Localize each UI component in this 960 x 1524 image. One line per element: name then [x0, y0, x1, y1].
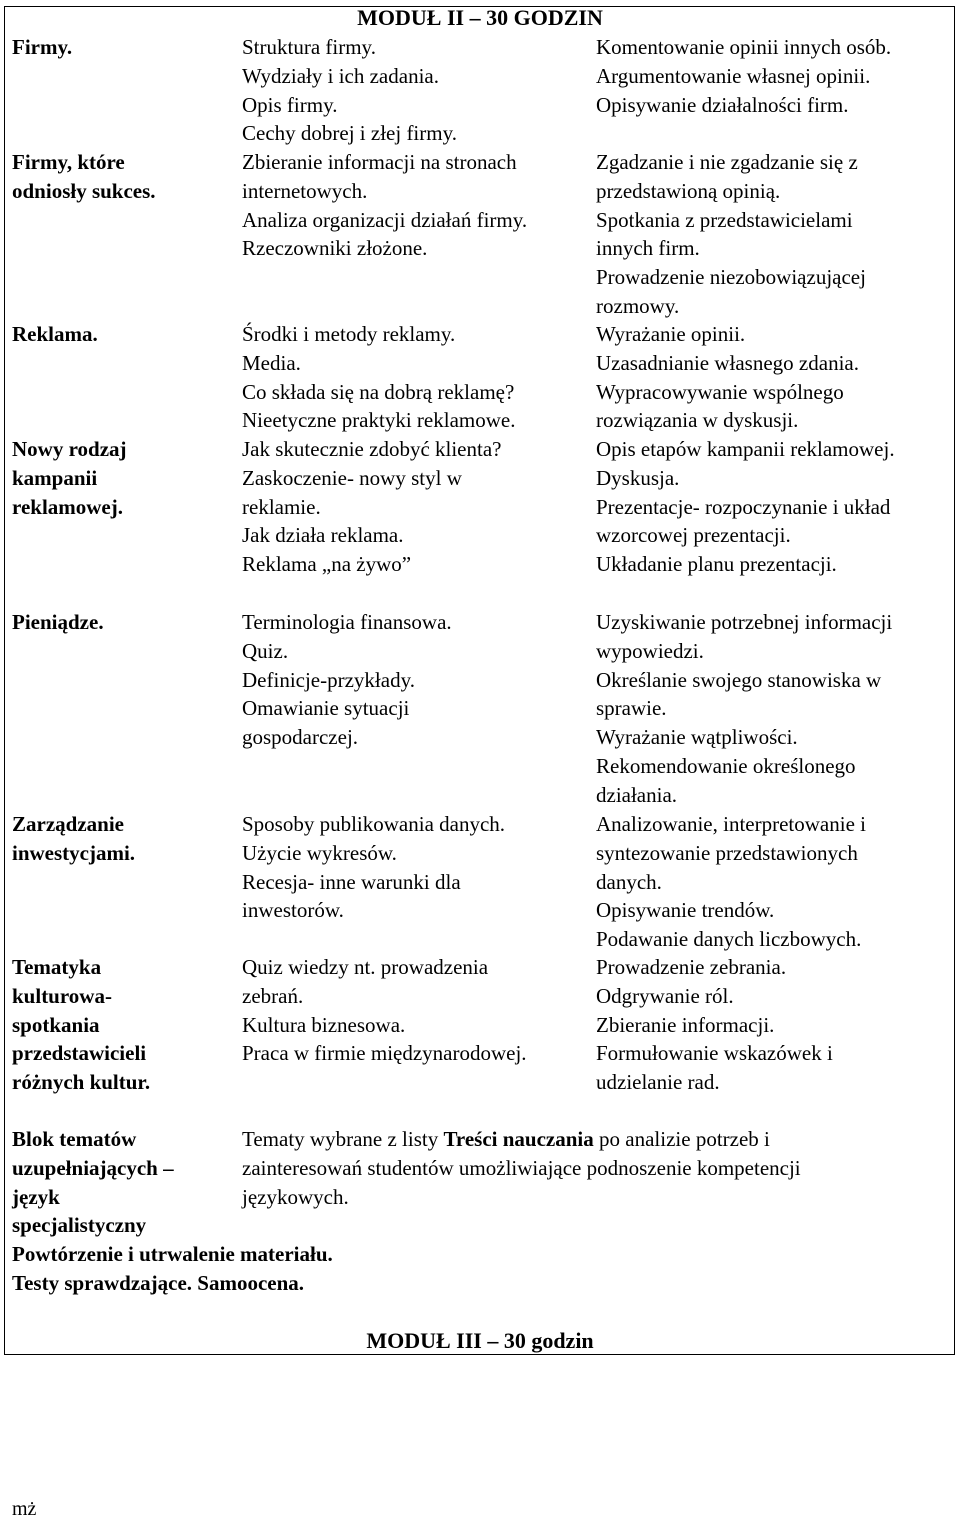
skills-cell-line: sprawie.: [596, 696, 667, 721]
topic-cell-line: kulturowa-: [12, 983, 112, 1008]
block-label: [12, 1125, 174, 1240]
skills-cell-line: działania.: [596, 782, 678, 807]
skills-cell-line: rozmowy.: [596, 293, 680, 318]
topic-cell-line: inwestycjami.: [12, 840, 136, 865]
content-cell-line: Zbieranie informacji na stronach: [242, 150, 517, 174]
skills-cell-line: Prezentacje- rozpoczynanie i układ: [596, 494, 891, 519]
skills-cell-line: rozwiązania w dyskusji.: [596, 408, 799, 433]
skills-cell-line: Układanie planu prezentacji.: [596, 552, 837, 577]
topic-cell-line: różnych kultur.: [12, 1070, 151, 1095]
content-cell-line: Recesja- inne warunki dla: [242, 869, 461, 894]
content-cell-line: inwestorów.: [242, 898, 344, 923]
skills-cell-line: Dyskusja.: [596, 465, 680, 490]
block-label-line: język: [12, 1184, 60, 1209]
skills-cell-line: Opis etapów kampanii reklamowej.: [596, 437, 895, 461]
topic-cell-line: Pieniądze.: [12, 610, 104, 634]
skills-cell-line: Wyrażanie wątpliwości.: [596, 725, 798, 750]
content-cell-line: zebrań.: [242, 983, 304, 1008]
topic-cell-line: spotkania: [12, 1012, 100, 1037]
content-cell: [242, 953, 527, 1068]
skills-cell-line: Komentowanie opinii innych osób.: [596, 35, 892, 59]
skills-cell-line: udzielanie rad.: [596, 1070, 720, 1095]
skills-cell-line: Prowadzenie zebrania.: [596, 955, 787, 979]
content-cell-line: reklamie.: [242, 494, 321, 519]
skills-cell-line: Zbieranie informacji.: [596, 1012, 775, 1037]
skills-cell-line: Argumentowanie własnej opinii.: [596, 63, 871, 88]
topic-cell-line: odniosły sukces.: [12, 178, 156, 203]
skills-cell: [596, 148, 866, 321]
skills-cell: [596, 608, 892, 810]
block-text-line-1: [242, 1125, 801, 1154]
content-cell-line: Definicje-przykłady.: [242, 667, 415, 692]
skills-cell-line: przedstawioną opinią.: [596, 178, 781, 203]
content-cell: [242, 320, 515, 435]
block-label-line: Blok tematów: [12, 1127, 137, 1151]
skills-cell-line: Wypracowywanie wspólnego: [596, 379, 844, 404]
skills-cell-line: Podawanie danych liczbowych.: [596, 927, 862, 952]
content-cell-line: Analiza organizacji działań firmy.: [242, 207, 528, 232]
content-cell-line: Praca w firmie międzynarodowej.: [242, 1041, 527, 1066]
topic-cell: [12, 33, 72, 62]
tests-line: Testy sprawdzające. Samoocena.: [12, 1271, 305, 1295]
block-text-suffix: po analizie potrzeb i: [593, 1127, 770, 1151]
content-cell-line: Środki i metody reklamy.: [242, 322, 456, 346]
topic-cell: [12, 608, 104, 637]
content-cell-line: Użycie wykresów.: [242, 840, 397, 865]
content-cell-line: gospodarczej.: [242, 725, 359, 750]
skills-cell-line: Wyrażanie opinii.: [596, 322, 746, 346]
topic-cell-line: przedstawicieli: [12, 1041, 147, 1066]
skills-cell-line: Analizowanie, interpretowanie i: [596, 812, 866, 836]
skills-cell-line: wypowiedzi.: [596, 638, 704, 663]
skills-cell-line: Zgadzanie i nie zgadzanie się z: [596, 150, 858, 174]
skills-cell-line: Odgrywanie ról.: [596, 983, 734, 1008]
topic-cell-line: Tematyka: [12, 955, 102, 979]
content-cell-line: Wydziały i ich zadania.: [242, 63, 439, 88]
skills-cell-line: Określanie swojego stanowiska w: [596, 667, 882, 692]
topic-cell-line: Firmy, które: [12, 150, 125, 174]
content-cell: [242, 148, 527, 263]
skills-cell: [596, 33, 891, 119]
topic-cell: [12, 810, 135, 868]
content-cell-line: Rzeczowniki złożone.: [242, 236, 428, 261]
skills-cell-line: Uzyskiwanie potrzebnej informacji: [596, 610, 893, 634]
footer-mark: mż: [12, 1498, 37, 1520]
content-cell-line: Cechy dobrej i złej firmy.: [242, 121, 457, 146]
content-cell: [242, 810, 505, 925]
content-cell-line: Quiz wiedzy nt. prowadzenia: [242, 955, 489, 979]
skills-cell-line: danych.: [596, 869, 662, 894]
skills-cell: [596, 953, 833, 1097]
skills-cell-line: Opisywanie działalności firm.: [596, 92, 849, 117]
topic-cell-line: Reklama.: [12, 322, 98, 346]
topic-cell-line: Nowy rodzaj: [12, 437, 127, 461]
content-cell-line: Omawianie sytuacji: [242, 696, 410, 721]
skills-cell-line: wzorcowej prezentacji.: [596, 523, 791, 548]
skills-cell: [596, 320, 859, 435]
content-cell-line: Sposoby publikowania danych.: [242, 812, 506, 836]
block-text-bold: Treści nauczania: [443, 1127, 594, 1151]
content-cell-line: Quiz.: [242, 638, 289, 663]
block-description: [242, 1125, 801, 1211]
content-cell-line: Kultura biznesowa.: [242, 1012, 406, 1037]
review-line: Powtórzenie i utrwalenie materiału.: [12, 1242, 333, 1266]
block-text-prefix: Tematy wybrane z listy: [242, 1127, 444, 1151]
block-text-line-3: językowych.: [242, 1184, 349, 1209]
skills-cell: [596, 810, 866, 954]
skills-cell-line: syntezowanie przedstawionych: [596, 840, 858, 865]
content-cell-line: Zaskoczenie- nowy styl w: [242, 465, 462, 490]
content-cell-line: Struktura firmy.: [242, 35, 376, 59]
skills-cell-line: Prowadzenie niezobowiązującej: [596, 265, 866, 290]
skills-cell-line: Opisywanie trendów.: [596, 898, 775, 923]
content-cell-line: Reklama „na żywo”: [242, 552, 412, 577]
content-cell-line: Opis firmy.: [242, 92, 338, 117]
content-cell-line: Nieetyczne praktyki reklamowe.: [242, 408, 516, 433]
content-cell-line: Co składa się na dobrą reklamę?: [242, 379, 515, 404]
content-cell-line: Jak działa reklama.: [242, 523, 404, 548]
topic-cell: [12, 320, 98, 349]
skills-cell-line: Rekomendowanie określonego: [596, 753, 856, 778]
content-cell-line: Terminologia finansowa.: [242, 610, 452, 634]
block-label-line: specjalistyczny: [12, 1213, 147, 1238]
skills-cell-line: Spotkania z przedstawicielami: [596, 207, 853, 232]
content-cell: [242, 608, 452, 752]
content-cell-line: internetowych.: [242, 178, 368, 203]
topic-cell-line: kampanii: [12, 465, 98, 490]
topic-cell-line: Zarządzanie: [12, 812, 124, 836]
skills-cell-line: innych firm.: [596, 236, 700, 261]
content-cell-line: Jak skutecznie zdobyć klienta?: [242, 437, 502, 461]
block-label-line: uzupełniających –: [12, 1155, 174, 1180]
block-text-line-2: zainteresowań studentów umożliwiające podnoszenie kompetencji: [242, 1155, 801, 1180]
module-3-title: MODUŁ III – 30 godzin: [366, 1328, 594, 1353]
skills-cell: [596, 435, 895, 579]
topic-cell-line: Firmy.: [12, 35, 73, 59]
module-2-title: MODUŁ II – 30 GODZIN: [357, 5, 603, 30]
topic-cell: [12, 953, 150, 1097]
topic-cell: [12, 435, 127, 521]
topic-cell-line: reklamowej.: [12, 494, 123, 519]
content-cell: [242, 33, 457, 148]
skills-cell-line: Formułowanie wskazówek i: [596, 1041, 833, 1066]
skills-cell-line: Uzasadnianie własnego zdania.: [596, 350, 859, 375]
content-cell-line: Media.: [242, 350, 301, 375]
content-cell: [242, 435, 501, 579]
topic-cell: [12, 148, 156, 206]
